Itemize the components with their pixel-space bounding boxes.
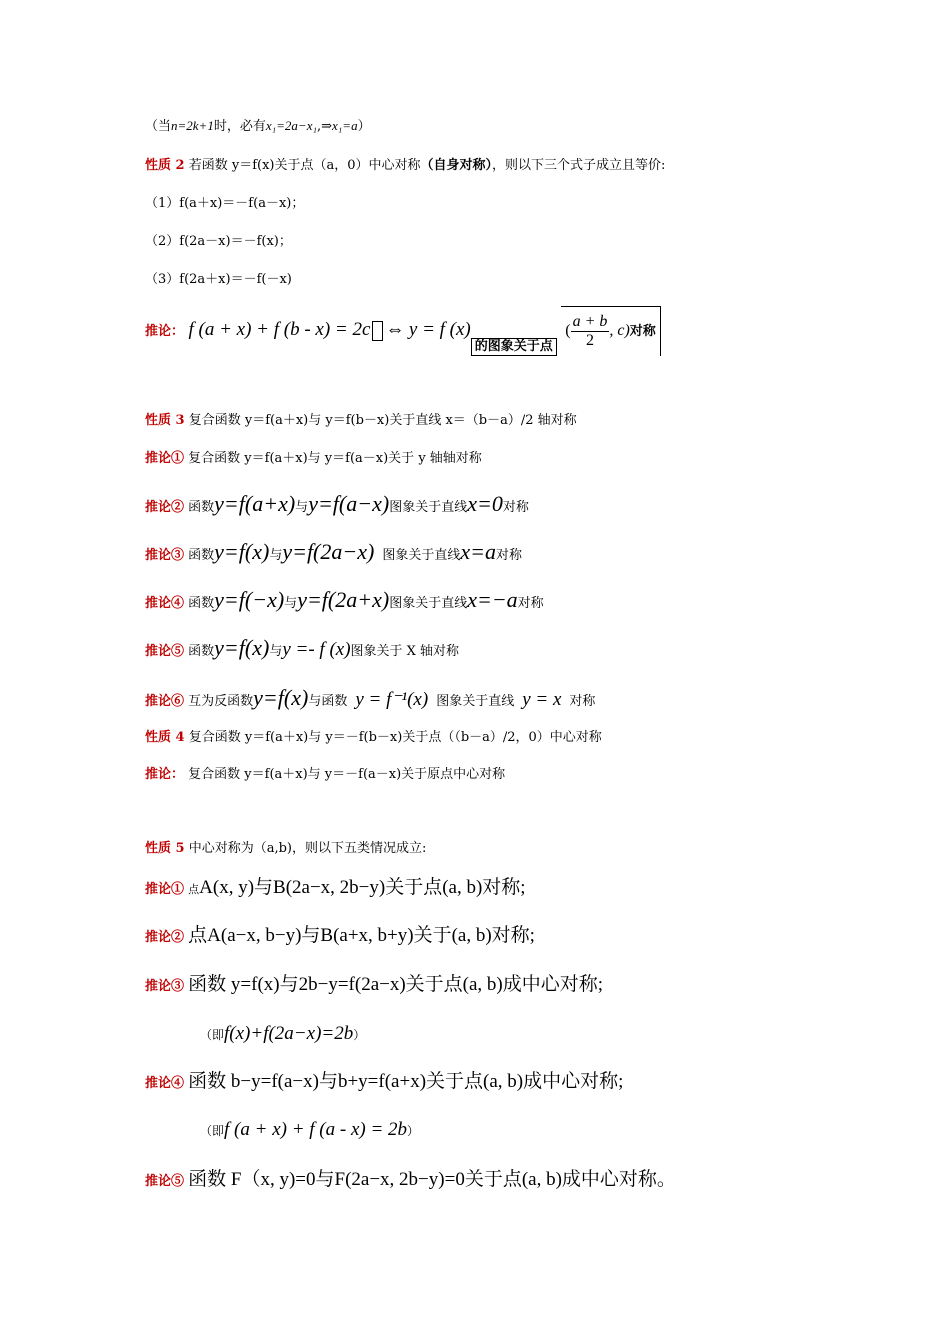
d2-label: 推论② xyxy=(145,930,185,945)
cor-a-bracket xyxy=(561,306,661,356)
c5-label: 推论⑤ xyxy=(145,644,185,659)
c3-line-eq: x=a xyxy=(460,539,496,564)
c4-mid: 图象关于直线 xyxy=(389,596,468,611)
c3-w: 与 xyxy=(269,548,283,563)
prop4-line xyxy=(145,728,602,748)
cor-b-line xyxy=(145,765,505,785)
c2-end: 对称 xyxy=(502,500,529,515)
c2-mid: 图象关于直线 xyxy=(389,500,468,515)
d5-text: 函数 F（x, y)=0与F(2a−x, 2b−y)=0关于点(a, b)成中心对称。 xyxy=(188,1169,676,1190)
prop2-item-1: （1）f(a＋x)＝－f(a－x)； xyxy=(145,196,305,211)
c6-line xyxy=(145,680,595,716)
intro-arrow: ,⇒ xyxy=(316,119,333,134)
cor-b-label: 推论： xyxy=(145,767,185,782)
c5-mid: 图象关于 X 轴对称 xyxy=(350,644,460,659)
c6-label: 推论⑥ xyxy=(145,694,185,709)
prop2-text-b: ，则以下三个式子成立且等价: xyxy=(492,158,666,173)
c2-f2: y=f(a−x) xyxy=(308,491,390,516)
cor-a-box2: 对称 xyxy=(629,324,656,339)
c4-w: 与 xyxy=(284,596,298,611)
prop4-text: 复合函数 y＝f(a＋x)与 y＝－f(b－x)关于点（（b－a）/2，0）中心对称 xyxy=(188,730,602,745)
c5-line xyxy=(145,630,459,666)
c3-label: 推论③ xyxy=(145,548,185,563)
prop5-line xyxy=(145,839,426,859)
c2-w: 与 xyxy=(295,500,309,515)
placeholder-box xyxy=(372,321,383,341)
d4-text: 函数 b−y=f(a−x)与b+y=f(a+x)关于点(a, b)成中心对称; xyxy=(188,1071,624,1092)
d4-note-formula: f (a + x) + f (a - x) = 2b xyxy=(224,1119,408,1140)
d3-note-open: （即 xyxy=(200,1028,225,1042)
c3-line xyxy=(145,534,522,570)
d5-line xyxy=(145,1162,676,1198)
c1-text: 复合函数 y＝f(a＋x)与 y＝f(a－x)关于 y 轴轴对称 xyxy=(188,451,482,466)
prop3-line xyxy=(145,411,577,431)
c4-label: 推论④ xyxy=(145,596,185,611)
d3-line xyxy=(145,967,603,1003)
c3-f1: y=f(x) xyxy=(214,539,270,564)
cor-b-text: 复合函数 y＝f(a＋x)与 y＝－f(a－x)关于原点中心对称 xyxy=(188,767,506,782)
d3-label: 推论③ xyxy=(145,979,185,994)
d1-text: A(x, y)与B(2a−x, 2b−y)关于点(a, b)对称; xyxy=(199,877,526,898)
c4-end: 对称 xyxy=(517,596,544,611)
cor-a-iff: ⇔ xyxy=(385,319,405,340)
intro-eq1: x₁=2a−x₁ xyxy=(265,118,317,133)
prop2-bold: （自身对称） xyxy=(420,158,493,173)
prop5-text: 中心对称为（a,b)，则以下五类情况成立: xyxy=(188,841,427,856)
c3-mid: 图象关于直线 xyxy=(382,548,461,563)
c2-pre: 函数 xyxy=(188,500,215,515)
c1-label: 推论① xyxy=(145,451,185,466)
d2-line xyxy=(145,918,535,954)
c3-end: 对称 xyxy=(495,548,522,563)
c6-f1: y=f(x) xyxy=(253,685,309,710)
cor-a-label: 推论： xyxy=(145,324,185,339)
c5-w: 与 xyxy=(269,644,283,659)
frac-den: 2 xyxy=(585,331,594,349)
d4-note-close: ） xyxy=(407,1124,420,1138)
c4-line xyxy=(145,582,544,618)
prop2-text-a: 若函数 y＝f(x)关于点（a，0）中心对称 xyxy=(188,158,421,173)
c1-line xyxy=(145,449,482,469)
c2-line-eq: x=0 xyxy=(467,491,503,516)
c6-end: 对称 xyxy=(569,694,596,709)
c3-pre: 函数 xyxy=(188,548,215,563)
c4-f2: y=f(2a+x) xyxy=(297,587,390,612)
c4-line-eq: x=−a xyxy=(467,587,518,612)
d5-label: 推论⑤ xyxy=(145,1174,185,1189)
cor-a-open-paren: ( xyxy=(565,322,571,339)
cor-a-formula: f (a + x) + f (b - x) = 2c xyxy=(188,319,371,340)
c5-f2: y =- f (x) xyxy=(282,639,351,660)
c6-pre: 互为反函数 xyxy=(188,694,254,709)
d1-pre: 点 xyxy=(188,883,200,896)
cor-a-func: y = f (x) xyxy=(408,319,471,340)
d1-line xyxy=(145,870,526,906)
c5-f1: y=f(x) xyxy=(214,635,270,660)
prop2-label: 性质 2 xyxy=(145,158,185,173)
d3-note-close: ） xyxy=(353,1028,366,1042)
c6-w: 与函数 xyxy=(308,694,348,709)
d3-note xyxy=(200,1016,365,1052)
c3-f2: y=f(2a−x) xyxy=(282,539,375,564)
cor-a-fraction xyxy=(571,313,610,350)
c6-f2: y = f⁻¹(x) xyxy=(355,689,429,710)
d4-label: 推论④ xyxy=(145,1076,185,1091)
cor-a-tail: , c) xyxy=(609,322,630,339)
c2-line xyxy=(145,486,529,522)
c4-pre: 函数 xyxy=(188,596,215,611)
c5-pre: 函数 xyxy=(188,644,215,659)
d1-label: 推论① xyxy=(145,882,185,897)
prop3-label: 性质 3 xyxy=(145,413,185,428)
cor-a-line xyxy=(145,306,661,354)
c6-line-eq: y = x xyxy=(522,689,562,710)
d3-text: 函数 y=f(x)与2b−y=f(2a−x)关于点(a, b)成中心对称; xyxy=(188,974,604,995)
intro-cond: n=2k+1 xyxy=(171,118,214,133)
prop5-label: 性质 5 xyxy=(145,841,185,856)
prop2-line xyxy=(145,156,665,176)
frac-num: a + b xyxy=(572,312,608,330)
d3-note-formula: f(x)+f(2a−x)=2b xyxy=(224,1023,354,1044)
d4-note-open: （即 xyxy=(200,1124,225,1138)
c2-label: 推论② xyxy=(145,500,185,515)
intro-line xyxy=(145,116,371,137)
c6-mid: 图象关于直线 xyxy=(436,694,515,709)
c4-f1: y=f(−x) xyxy=(214,587,285,612)
c2-f1: y=f(a+x) xyxy=(214,491,296,516)
d4-line xyxy=(145,1064,623,1100)
d4-note xyxy=(200,1112,419,1148)
prop4-label: 性质 4 xyxy=(145,730,185,745)
cor-a-box1: 的图象关于点 xyxy=(471,338,557,356)
prop2-item-2: （2）f(2a－x)＝－f(x)； xyxy=(145,234,292,249)
intro-close: ） xyxy=(357,119,371,134)
intro-mid: 时，必有 xyxy=(213,119,266,134)
prop2-item-3: （3）f(2a＋x)＝－f(－x) xyxy=(145,272,292,287)
intro-open: （当 xyxy=(145,119,172,134)
d2-text: 点A(a−x, b−y)与B(a+x, b+y)关于(a, b)对称; xyxy=(188,925,535,946)
intro-eq2: x₁=a xyxy=(332,118,358,133)
prop3-text: 复合函数 y＝f(a＋x)与 y＝f(b－x)关于直线 x＝（b－a）/2 轴对称 xyxy=(188,413,577,428)
